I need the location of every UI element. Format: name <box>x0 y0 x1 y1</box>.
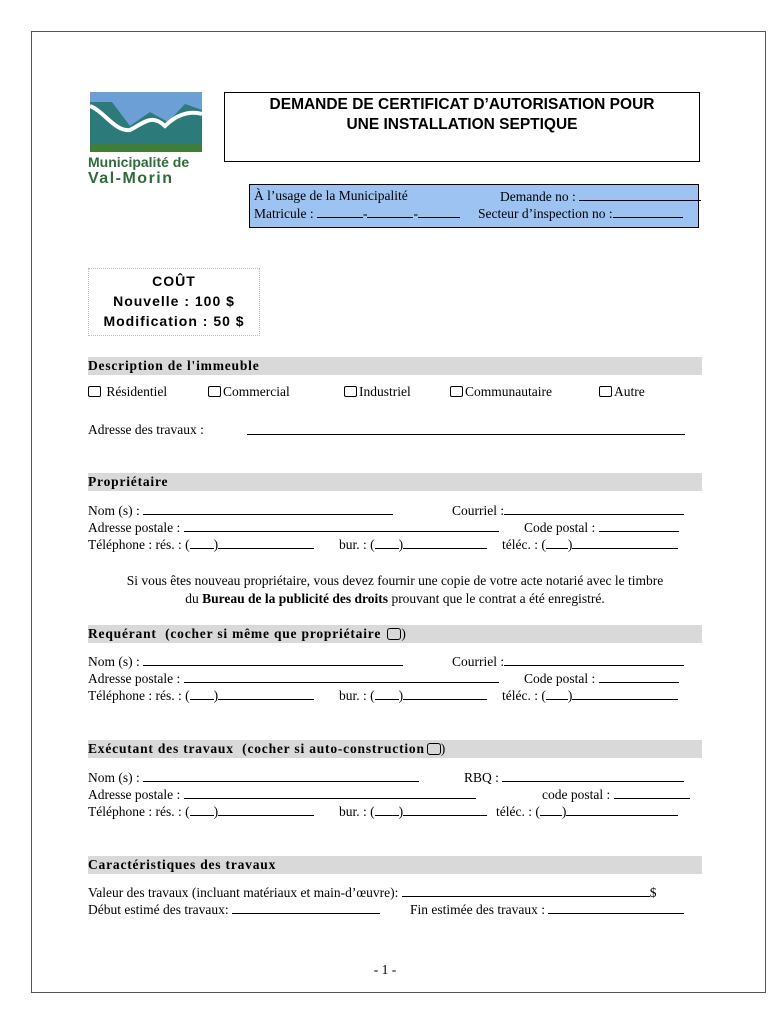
owner-fax-label: téléc. : ( <box>502 537 546 552</box>
mountain-logo-icon <box>90 92 202 152</box>
owner-office-field[interactable]: bur. : ( ) <box>339 536 487 553</box>
requester-postal-field[interactable] <box>524 670 679 687</box>
contractor-address-field[interactable] <box>88 786 476 803</box>
contractor-postal-label: code postal : <box>542 787 611 802</box>
owner-name-field[interactable] <box>88 502 393 519</box>
checkbox-label: Industriel <box>359 384 411 399</box>
requester-email-label: Courriel : <box>452 654 505 669</box>
requester-note: (cocher si même que propriétaire <box>165 626 382 641</box>
checkbox-label: Autre <box>614 384 645 399</box>
section-contractor-title: Exécutant des travaux <box>88 741 234 756</box>
municipal-use-label: À l’usage de la Municipalité <box>254 188 408 203</box>
works-start-field[interactable] <box>88 901 380 918</box>
owner-address-label: Adresse postale : <box>88 520 181 535</box>
contractor-office-field[interactable]: bur. : ( ) <box>339 803 487 820</box>
checkbox-autre[interactable] <box>599 384 645 400</box>
works-value-field[interactable] <box>88 884 657 901</box>
contractor-office-label: bur. : ( <box>339 804 375 819</box>
owner-note-suffix: prouvant que le contrat a été enregistré. <box>391 591 605 606</box>
contractor-phone-label: Téléphone : rés. : ( <box>88 804 190 819</box>
works-end-field[interactable] <box>410 901 684 918</box>
owner-phone-field[interactable]: Téléphone : rés. : ( ) <box>88 536 314 553</box>
requester-fax-label: téléc. : ( <box>502 688 546 703</box>
owner-fax-field[interactable]: téléc. : ( ) <box>502 536 678 553</box>
owner-note-line2 <box>88 590 702 608</box>
section-works-title: Caractéristiques des travaux <box>88 857 277 872</box>
contractor-address-label: Adresse postale : <box>88 787 181 802</box>
logo-text-line2: Val-Morin <box>88 170 174 187</box>
contractor-rbq-label: RBQ : <box>464 770 499 785</box>
checkbox-icon[interactable] <box>344 386 357 397</box>
logo-text-line1: Municipalité de <box>88 154 190 170</box>
checkbox-icon[interactable] <box>450 386 463 397</box>
secteur-field[interactable] <box>478 205 683 222</box>
requester-email-field[interactable] <box>452 653 684 670</box>
requester-name-label: Nom (s) : <box>88 654 140 669</box>
work-address-field[interactable] <box>247 422 685 439</box>
contractor-rbq-field[interactable] <box>464 769 684 786</box>
requester-office-label: bur. : ( <box>339 688 375 703</box>
owner-email-label: Courriel : <box>452 503 505 518</box>
checkbox-commercial[interactable] <box>208 384 290 400</box>
owner-email-field[interactable] <box>452 502 684 519</box>
section-description-title: Description de l'immeuble <box>88 358 260 373</box>
page-number: - 1 - <box>373 962 397 977</box>
works-value-label: Valeur des travaux (incluant matériaux et main-d’œuvre): <box>88 885 399 900</box>
cost-box <box>88 268 260 336</box>
works-currency: $ <box>649 885 657 900</box>
owner-phone-label: Téléphone : rés. : ( <box>88 537 190 552</box>
form-title-line1: DEMANDE DE CERTIFICAT D’AUTORISATION POUR <box>269 96 655 113</box>
secteur-label: Secteur d’inspection no : <box>478 206 613 221</box>
matricule-label: Matricule : <box>254 206 314 221</box>
requester-phone-label: Téléphone : rés. : ( <box>88 688 190 703</box>
same-as-owner-checkbox[interactable] <box>387 628 401 640</box>
demande-no-label: Demande no : <box>500 189 576 204</box>
requester-phone-field[interactable]: Téléphone : rés. : ( ) <box>88 687 314 704</box>
section-description <box>88 357 702 375</box>
form-title-box <box>224 92 700 162</box>
contractor-fax-field[interactable]: téléc. : ( ) <box>496 803 678 820</box>
checkbox-icon[interactable] <box>208 386 221 397</box>
requester-fax-field[interactable]: téléc. : ( ) <box>502 687 678 704</box>
owner-note-bold: Bureau de la publicité des droits <box>202 591 389 606</box>
owner-name-label: Nom (s) : <box>88 503 140 518</box>
requester-postal-label: Code postal : <box>524 671 596 686</box>
cost-modification: Modification : 50 $ <box>103 313 245 329</box>
form-title-line2: UNE INSTALLATION SEPTIQUE <box>346 116 578 133</box>
work-address-label: Adresse des travaux : <box>88 422 204 437</box>
section-owner-title: Propriétaire <box>88 474 169 489</box>
section-owner <box>88 473 702 491</box>
checkbox-label: Résidentiel <box>106 384 168 399</box>
contractor-name-field[interactable] <box>88 769 419 786</box>
owner-address-field[interactable] <box>88 519 499 536</box>
contractor-phone-field[interactable]: Téléphone : rés. : ( ) <box>88 803 314 820</box>
section-contractor: Exécutant des travaux (cocher si auto-construction ) <box>88 740 702 758</box>
requester-address-label: Adresse postale : <box>88 671 181 686</box>
owner-note-line1: Si vous êtes nouveau propriétaire, vous devez fournir une copie de votre acte notarié avec le timbre <box>126 573 664 588</box>
checkbox-icon[interactable] <box>88 386 101 397</box>
cost-new: Nouvelle : 100 $ <box>113 293 235 309</box>
checkbox-residentiel[interactable] <box>88 384 167 400</box>
works-end-label: Fin estimée des travaux : <box>410 902 545 917</box>
section-works <box>88 856 702 874</box>
checkbox-icon[interactable] <box>599 386 612 397</box>
checkbox-communautaire[interactable] <box>450 384 552 400</box>
owner-postal-field[interactable] <box>524 519 679 536</box>
demande-no-field[interactable] <box>500 188 701 205</box>
contractor-name-label: Nom (s) : <box>88 770 140 785</box>
requester-office-field[interactable]: bur. : ( ) <box>339 687 487 704</box>
owner-postal-label: Code postal : <box>524 520 596 535</box>
owner-note-prefix: du <box>185 591 199 606</box>
municipal-use-box <box>249 184 699 228</box>
checkbox-label: Commercial <box>223 384 290 399</box>
checkbox-label: Communautaire <box>465 384 552 399</box>
section-requester: Requérant (cocher si même que propriétaire ) <box>88 625 702 643</box>
owner-office-label: bur. : ( <box>339 537 375 552</box>
requester-address-field[interactable] <box>88 670 499 687</box>
contractor-postal-field[interactable] <box>542 786 690 803</box>
contractor-fax-label: téléc. : ( <box>496 804 540 819</box>
matricule-field[interactable]: Matricule : - - <box>254 205 460 222</box>
cost-heading: COÛT <box>152 273 196 289</box>
self-construction-checkbox[interactable] <box>427 743 441 755</box>
checkbox-industriel[interactable] <box>344 384 411 400</box>
requester-name-field[interactable] <box>88 653 403 670</box>
works-start-label: Début estimé des travaux: <box>88 902 229 917</box>
section-requester-title: Requérant <box>88 626 157 641</box>
contractor-note: (cocher si auto-construction <box>242 741 425 756</box>
